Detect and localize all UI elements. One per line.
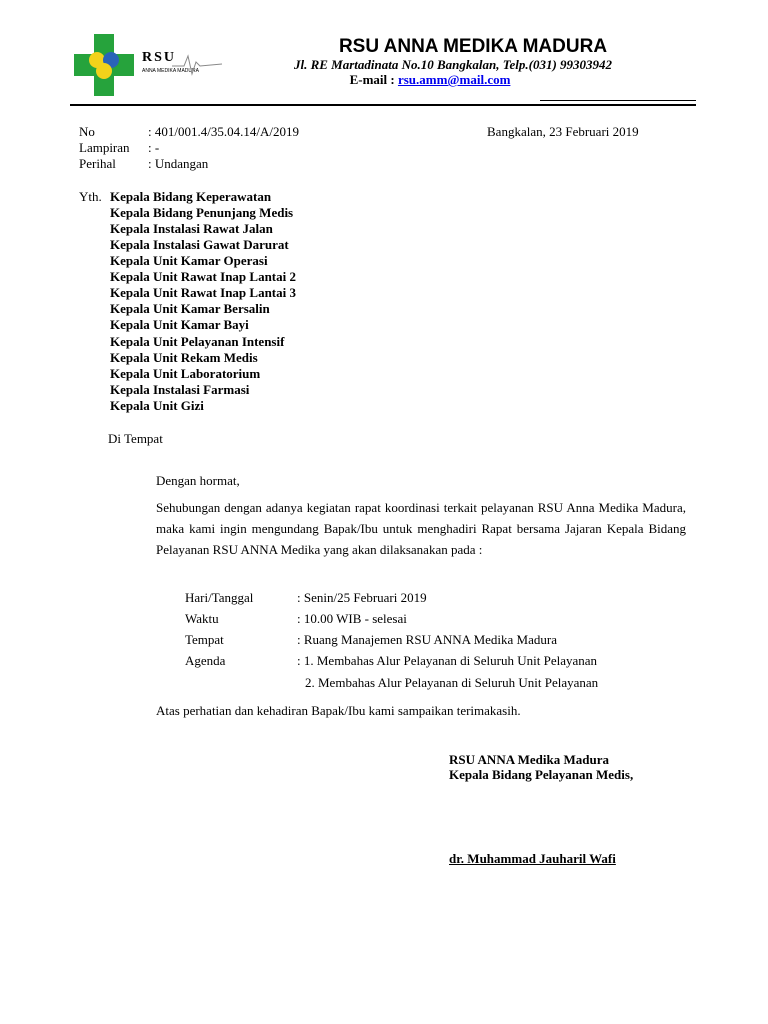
recipient-prefix: Yth.: [79, 189, 102, 204]
detail-value-place: : Ruang Manajemen RSU ANNA Medika Madura: [297, 632, 557, 647]
recipient-item: Kepala Unit Kamar Bayi: [110, 317, 249, 332]
intro-paragraph: Sehubungan dengan adanya kegiatan rapat koordinasi terkait pelayanan RSU Anna Medika Madura, maka kami ingin mengundang Bapak/Ibu untuk menghadiri Rapat bersama Jajaran Kepala Bidang Pelayanan RSU ANNA Medika yang akan dilaksanakan pada :: [156, 500, 686, 557]
signature-name: dr. Muhammad Jauharil Wafi: [449, 851, 616, 866]
recipient-item: Kepala Unit Kamar Operasi: [110, 253, 268, 268]
recipient-item: Kepala Unit Pelayanan Intensif: [110, 334, 285, 349]
recipient-item: Kepala Unit Laboratorium: [110, 366, 261, 381]
meta-value-no: : 401/001.4/35.04.14/A/2019: [148, 124, 299, 139]
header-rule: [70, 104, 696, 106]
recipient-item: Kepala Bidang Penunjang Medis: [110, 205, 294, 220]
detail-label-date: Hari/Tanggal: [185, 590, 254, 605]
org-name: RSU ANNA MEDIKA MADURA: [338, 36, 608, 57]
greeting: Dengan hormat,: [156, 473, 240, 488]
hospital-logo: [72, 34, 232, 96]
header-rule-thin: [540, 100, 696, 101]
org-email-line: [230, 72, 630, 88]
recipient-item: Kepala Unit Rawat Inap Lantai 2: [110, 269, 296, 284]
recipient-item: Kepala Instalasi Rawat Jalan: [110, 221, 273, 236]
signature-position: Kepala Bidang Pelayanan Medis,: [449, 767, 634, 782]
detail-value-date: : Senin/25 Februari 2019: [297, 590, 427, 605]
place-text: Di Tempat: [108, 431, 163, 446]
detail-value-time: : 10.00 WIB - selesai: [297, 611, 407, 626]
detail-label-agenda: Agenda: [185, 653, 226, 668]
org-address: Jl. RE Martadinata No.10 Bangkalan, Telp.(031) 99303942: [293, 57, 613, 72]
svg-text:RSU: RSU: [142, 50, 177, 65]
letter-date: Bangkalan, 23 Februari 2019: [487, 124, 639, 139]
detail-value-agenda-1: : 1. Membahas Alur Pelayanan di Seluruh Unit Pelayanan: [297, 653, 598, 668]
recipient-item: Kepala Instalasi Gawat Darurat: [110, 237, 289, 252]
detail-label-place: Tempat: [185, 632, 224, 647]
recipient-item: Kepala Unit Gizi: [110, 398, 204, 413]
recipient-item: Kepala Unit Kamar Bersalin: [110, 301, 270, 316]
yellow-circle-icon-2: [96, 63, 112, 79]
recipient-item: Kepala Bidang Keperawatan: [110, 189, 272, 204]
signature-org: RSU ANNA Medika Madura: [449, 752, 609, 767]
meta-label-perihal: Perihal: [79, 156, 116, 171]
meta-value-perihal: : Undangan: [148, 156, 209, 171]
email-link[interactable]: rsu.amm@mail.com: [397, 72, 511, 87]
svg-text:ANNA MEDIKA MADURA: ANNA MEDIKA MADURA: [142, 68, 199, 74]
recipient-item: Kepala Unit Rekam Medis: [110, 350, 258, 365]
meta-label-lampiran: Lampiran: [79, 140, 130, 155]
email-label: E-mail :: [349, 72, 398, 87]
detail-value-agenda-2: 2. Membahas Alur Pelayanan di Seluruh Unit Pelayanan: [305, 675, 599, 690]
meta-label-no: No: [79, 124, 95, 139]
recipient-item: Kepala Instalasi Farmasi: [110, 382, 250, 397]
meta-value-lampiran: : -: [148, 140, 160, 155]
closing-text: Atas perhatian dan kehadiran Bapak/Ibu kami sampaikan terimakasih.: [156, 703, 521, 718]
detail-label-time: Waktu: [185, 611, 219, 626]
recipient-item: Kepala Unit Rawat Inap Lantai 3: [110, 285, 296, 300]
